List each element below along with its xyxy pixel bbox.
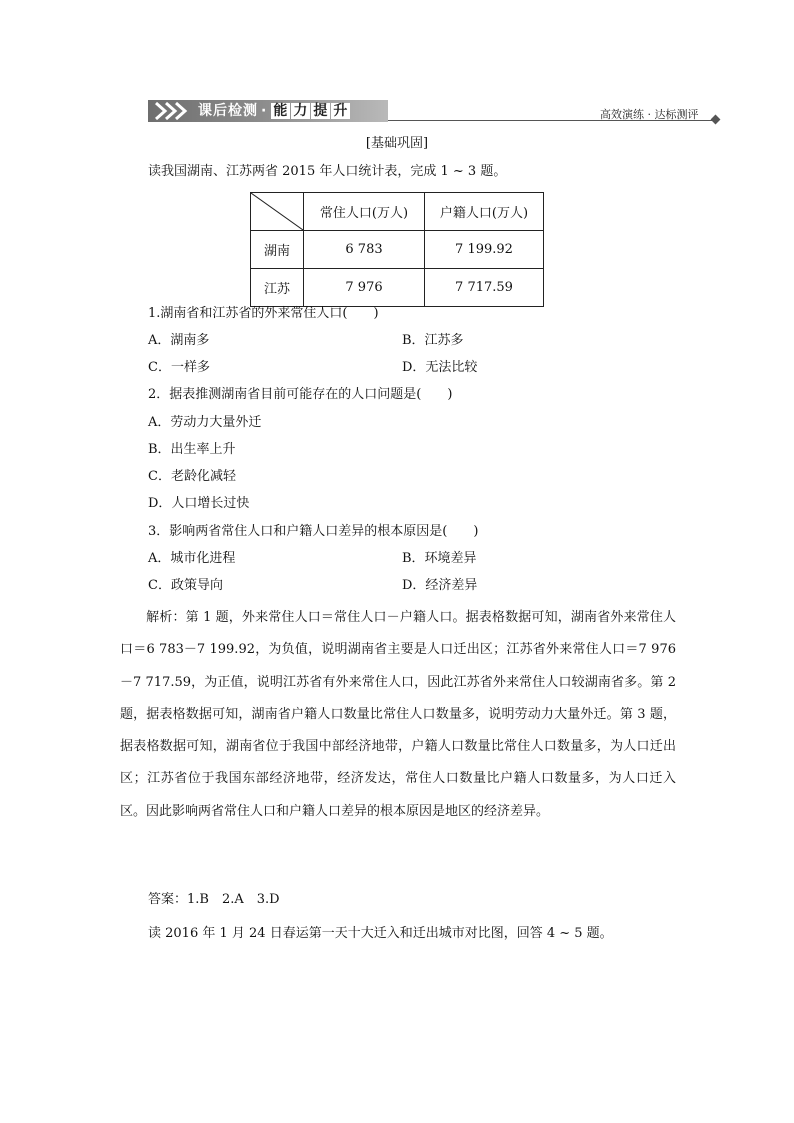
table-cell: 江苏 <box>251 269 304 307</box>
table-row <box>251 231 544 269</box>
option-d: D．无法比较 <box>402 360 478 375</box>
section-title: [基础巩固] <box>365 136 429 151</box>
population-table <box>250 192 544 307</box>
option-d: D．人口增长过快 <box>148 496 250 511</box>
table-cell: 6 783 <box>304 231 425 269</box>
table-corner-cell <box>251 193 304 231</box>
option-a: A．城市化进程 <box>148 551 236 566</box>
intro-text: 读我国湖南、江苏两省 2015 年人口统计表，完成 1 ~ 3 题。 <box>148 164 507 179</box>
banner-title <box>198 102 350 120</box>
question-stem: 2．据表推测湖南省目前可能存在的人口问题是( ) <box>148 387 453 402</box>
table-cell: 7 976 <box>304 269 425 307</box>
table-header-cell: 常住人口(万人) <box>304 193 425 231</box>
banner-emph-char: 升 <box>333 103 349 119</box>
option-c: C．老龄化减轻 <box>148 469 236 484</box>
banner-separator: · <box>261 103 268 119</box>
intro-text: 读 2016 年 1 月 24 日春运第一天十大迁入和迁出城市对比图，回答 4 ~ 5 题。 <box>148 926 613 941</box>
option-a: A．湖南多 <box>148 333 210 348</box>
question-stem: 3．影响两省常住人口和户籍人口差异的根本原因是( ) <box>148 524 479 539</box>
table-cell: 湖南 <box>251 231 304 269</box>
table-cell: 7 717.59 <box>425 269 544 307</box>
option-c: C．政策导向 <box>148 578 223 593</box>
banner-emph-char: 能 <box>273 103 289 119</box>
banner-title-text: 课后检测 <box>198 103 258 119</box>
option-d: D．经济差异 <box>402 578 478 593</box>
diagonal-line <box>251 193 303 230</box>
option-b: B．出生率上升 <box>148 442 236 457</box>
option-b: B．江苏多 <box>402 333 464 348</box>
option-a: A．劳动力大量外迁 <box>148 415 262 430</box>
analysis-text: 解析：第 1 题，外来常住人口＝常住人口－户籍人口。据表格数据可知，湖南省外来常住人口＝6 783－7 199.92，为负值，说明湖南省主要是人口迁出区；江苏省外来常住人口＝7 976－7 717.59，为正值，说明江苏省有外来常住人口，因此江苏省外来常住人口较湖南省多。第 2 题，据表格数据可知，湖南省户籍人口数量比常住人口数量多，说明劳动力大量外迁。第 3 题，据表格数据可知，湖南省位于我国中部经济地带，户籍人口数量比常住人口数量多，为人口迁出区；江苏省位于我国东部经济地带，经济发达，常住人口数量比户籍人口数量多，为人口迁入区。因此影响两省常住人口和户籍人口差异的根本原因是地区的经济差异。 <box>120 610 676 819</box>
banner-emph-char: 力 <box>293 103 309 119</box>
diamond-icon <box>711 115 721 125</box>
table-row <box>251 269 544 307</box>
analysis-paragraph <box>120 602 676 828</box>
banner-emph-char: 提 <box>313 103 329 119</box>
table-header-row <box>251 193 544 231</box>
table-header-cell: 户籍人口(万人) <box>425 193 544 231</box>
option-c: C．一样多 <box>148 360 210 375</box>
section-banner <box>148 100 388 122</box>
chevron-right-icon <box>152 101 194 121</box>
table-cell: 7 199.92 <box>425 231 544 269</box>
header-right-label: 高效演练 · 达标测评 <box>600 108 699 121</box>
question-stem: 1.湖南省和江苏省的外来常住人口( ) <box>148 306 379 321</box>
answer-line: 答案：1.B 2.A 3.D <box>148 892 280 907</box>
option-b: B．环境差异 <box>402 551 477 566</box>
